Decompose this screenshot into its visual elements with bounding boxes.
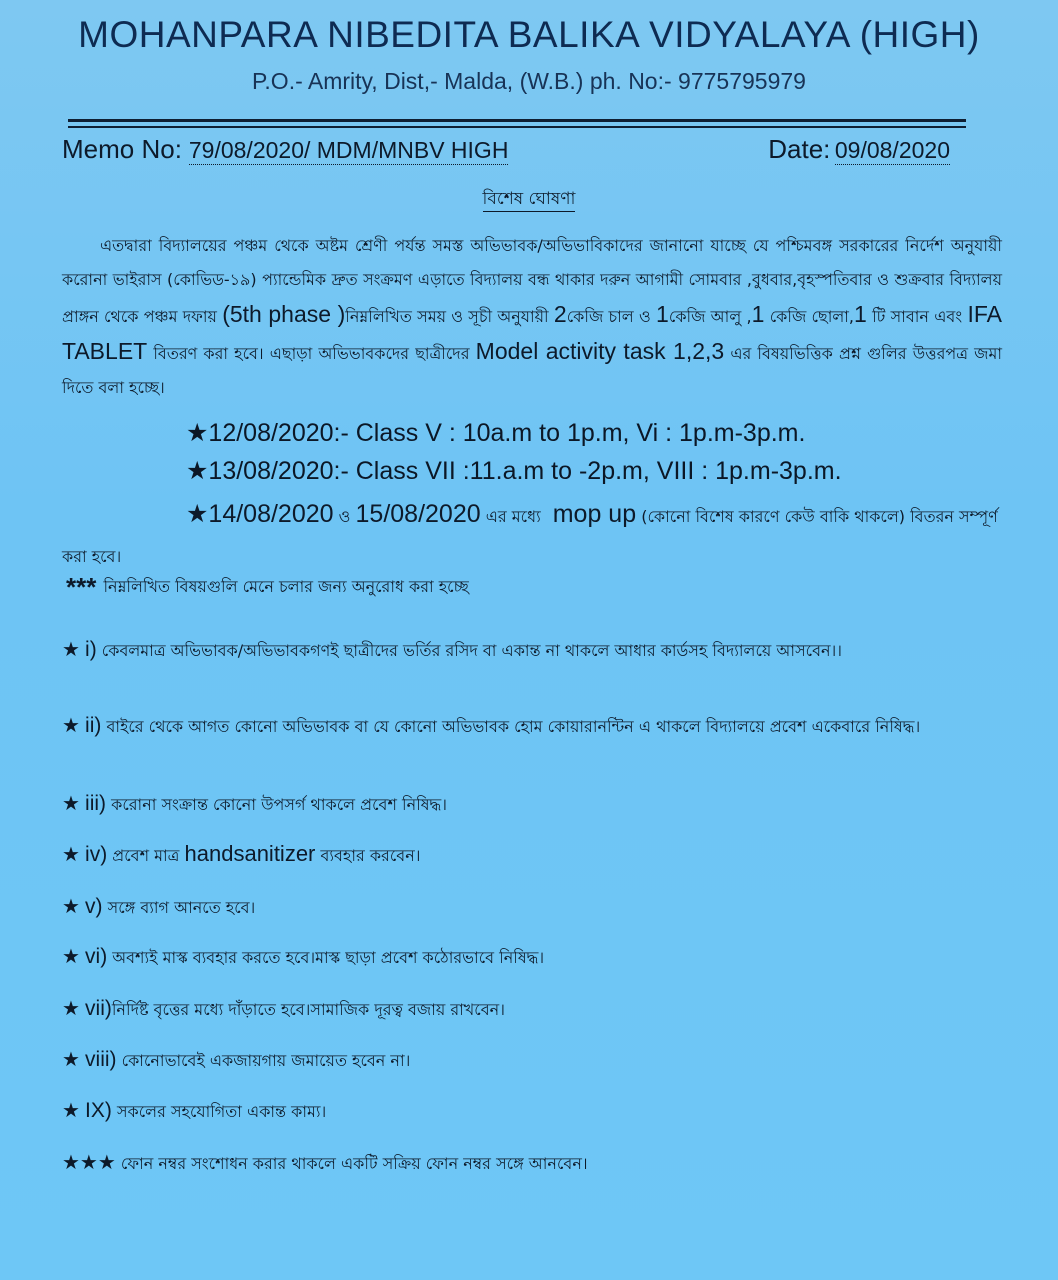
memo-number: 79/08/2020/ MDM/MNBV HIGH (188, 137, 509, 163)
notice-heading (0, 186, 1058, 214)
para-part3: কেজি চাল ও (566, 307, 651, 326)
para-part6: টি সাবান এবং (872, 307, 963, 326)
mopup-and: ও (338, 507, 351, 526)
schedule-line-3 (62, 494, 1002, 577)
date-label: Date: (768, 134, 831, 164)
para-part5: কেজি ছোলা, (769, 307, 855, 326)
para-gram-qty: 1 (751, 301, 765, 327)
star-icon: ★ (62, 894, 80, 918)
rule-text: অবশ্যই মাস্ক ব্যবহার করতে হবে।মাস্ক ছাড়া প্রবেশ কঠোরভাবে নিষিদ্ধ। (112, 948, 545, 967)
star-icon: ★ (62, 944, 80, 968)
para-part7: বিতরণ করা হবে। এছাড়া অভিভাবকদের ছাত্রীদের (153, 344, 470, 363)
date-line (768, 134, 950, 165)
star-icon: ★ (62, 996, 80, 1020)
request-text: নিম্নলিখিত বিষয়গুলি মেনে চলার জন্য অনুরোধ করা হচ্ছে (103, 577, 469, 596)
mopup-within: এর মধ্যে (485, 507, 541, 526)
star-icon: ★ (62, 713, 80, 737)
mopup-label: mop up (552, 500, 637, 528)
star-icon: ★ (62, 791, 80, 815)
rule-item (62, 788, 992, 820)
mopup-date-1: ★14/08/2020 (186, 500, 334, 528)
rule-text: বাইরে থেকে আগত কোনো অভিভাবক বা যে কোনো অভিভাবক হোম কোয়ারানন্টিন এ থাকলে বিদ্যালয়ে প্রবেশ একেবারে নিষিদ্ধ। (106, 717, 921, 736)
notice-paragraph (62, 229, 1002, 405)
para-part4: কেজি আলু , (668, 307, 752, 326)
rule-text: কেবলমাত্র অভিভাবক/অভিভাবকগণই ছাত্রীদের ভর্তির রসিদ বা একান্ত না থাকলে আধার কার্ডসহ বিদ্যালয়ে আসবেন।। (101, 641, 842, 660)
para-model-task: Model activity task 1,2,3 (475, 338, 725, 364)
para-rice-qty: 2 (553, 301, 567, 327)
rule-item (62, 839, 992, 871)
rule-item (62, 710, 992, 742)
schedule-line-1: ★12/08/2020:- Class V : 10a.m to 1p.m, Vi : 1p.m-3p.m. (186, 419, 806, 447)
rule-text-pre: প্রবেশ মাত্র (112, 846, 180, 865)
date-value: 09/08/2020 (834, 137, 950, 163)
star-icon: ★ (62, 1098, 80, 1122)
rule-number: v) (85, 895, 103, 918)
rule-number: iii) (85, 792, 107, 815)
triple-star-icon: *** (66, 572, 97, 602)
rule-text: নির্দিষ্ট বৃত্তের মধ্যে দাঁড়াতে হবে।সামাজিক দূরত্ব বজায় রাখবেন। (111, 1000, 505, 1019)
triple-star-icon: ★★★ (62, 1150, 116, 1174)
mopup-rest: (কোনো বিশেষ কারণে কেউ বাকি থাকলে) বিতরন সম্পূর্ণ করা হবে। (62, 507, 998, 566)
rule-text: ফোন নম্বর সংশোধন করার থাকলে একটি সক্রিয় ফোন নম্বর সঙ্গে আনবেন। (120, 1154, 588, 1173)
rule-item (62, 1044, 992, 1076)
mopup-date-2: 15/08/2020 (355, 500, 481, 528)
request-line (66, 572, 469, 603)
rule-text: সকলের সহযোগিতা একান্ত কাম্য। (116, 1102, 327, 1121)
para-part1: এতদ্বারা বিদ্যালয়ের পঞ্চম থেকে অষ্টম শ্রেণী পর্যন্ত সমস্ত অভিভাবক/অভিভাবিকাদের জানানো যাচ্ছে যে পশ্চিমবঙ্গ সরকারের নির্দেশ অনুযায়ী করোনা ভাইরাস (কোভিড-১৯) প্যান্ডেমিক দ্রুত সংক্রমণ এড়াতে বিদ্যালয় বন্ধ থাকার দরুন আগামী সোমবার ,বুধবার,বৃহস্পতিবার ও শুক্রবার বিদ্যালয় প্রাঙ্গন থেকে পঞ্চম দফায় (62, 236, 1002, 326)
header-divider-thin (68, 126, 966, 128)
rule-text-post: ব্যবহার করবেন। (320, 846, 421, 865)
memo-label: Memo No: (62, 134, 182, 164)
para-potato-qty: 1 (656, 301, 669, 327)
rule-text-sanitizer: handsanitizer (184, 841, 316, 866)
schedule-line-2: ★13/08/2020:- Class VII :11.a.m to -2p.m, VIII : 1p.m-3p.m. (186, 457, 842, 485)
rule-number: ii) (85, 714, 102, 737)
para-soap-qty: 1 (854, 301, 867, 327)
rule-item (62, 1095, 992, 1127)
rule-item (62, 941, 992, 973)
header-divider-thick (68, 119, 966, 122)
para-ifa: IFA TABLET (62, 301, 1002, 364)
para-part8: এর বিষয়ভিত্তিক প্রশ্ন গুলির উত্তরপত্র জমা দিতে বলা হচ্ছে। (62, 344, 1002, 397)
rule-text: সঙ্গে ব্যাগ আনতে হবে। (107, 898, 256, 917)
rule-number: IX) (85, 1099, 112, 1122)
para-phase: (5th phase ) (222, 301, 346, 327)
notice-heading-text: বিশেষ ঘোষণা (483, 189, 576, 212)
rule-number: i) (85, 638, 97, 661)
para-part2: নিম্নলিখিত সময় ও সূচী অনুযায়ী (345, 307, 549, 326)
star-icon: ★ (62, 637, 80, 661)
rule-number: iv) (85, 843, 108, 866)
rule-item (62, 1147, 992, 1179)
school-address: P.O.- Amrity, Dist,- Malda, (W.B.) ph. No:- 9775795979 (252, 68, 806, 94)
rule-item (62, 891, 992, 923)
school-name: MOHANPARA NIBEDITA BALIKA VIDYALAYA (HIGH) (78, 14, 980, 55)
rule-number: vi) (85, 945, 108, 968)
rule-number: vii) (85, 997, 112, 1020)
rule-text: কোনোভাবেই একজায়গায় জমায়েত হবেন না। (121, 1051, 411, 1070)
rule-item (62, 993, 992, 1025)
star-icon: ★ (62, 842, 80, 866)
star-icon: ★ (62, 1047, 80, 1071)
rule-number: viii) (85, 1048, 117, 1071)
rule-item (62, 634, 992, 666)
rule-text: করোনা সংক্রান্ত কোনো উপসর্গ থাকলে প্রবেশ নিষিদ্ধ। (111, 795, 447, 814)
